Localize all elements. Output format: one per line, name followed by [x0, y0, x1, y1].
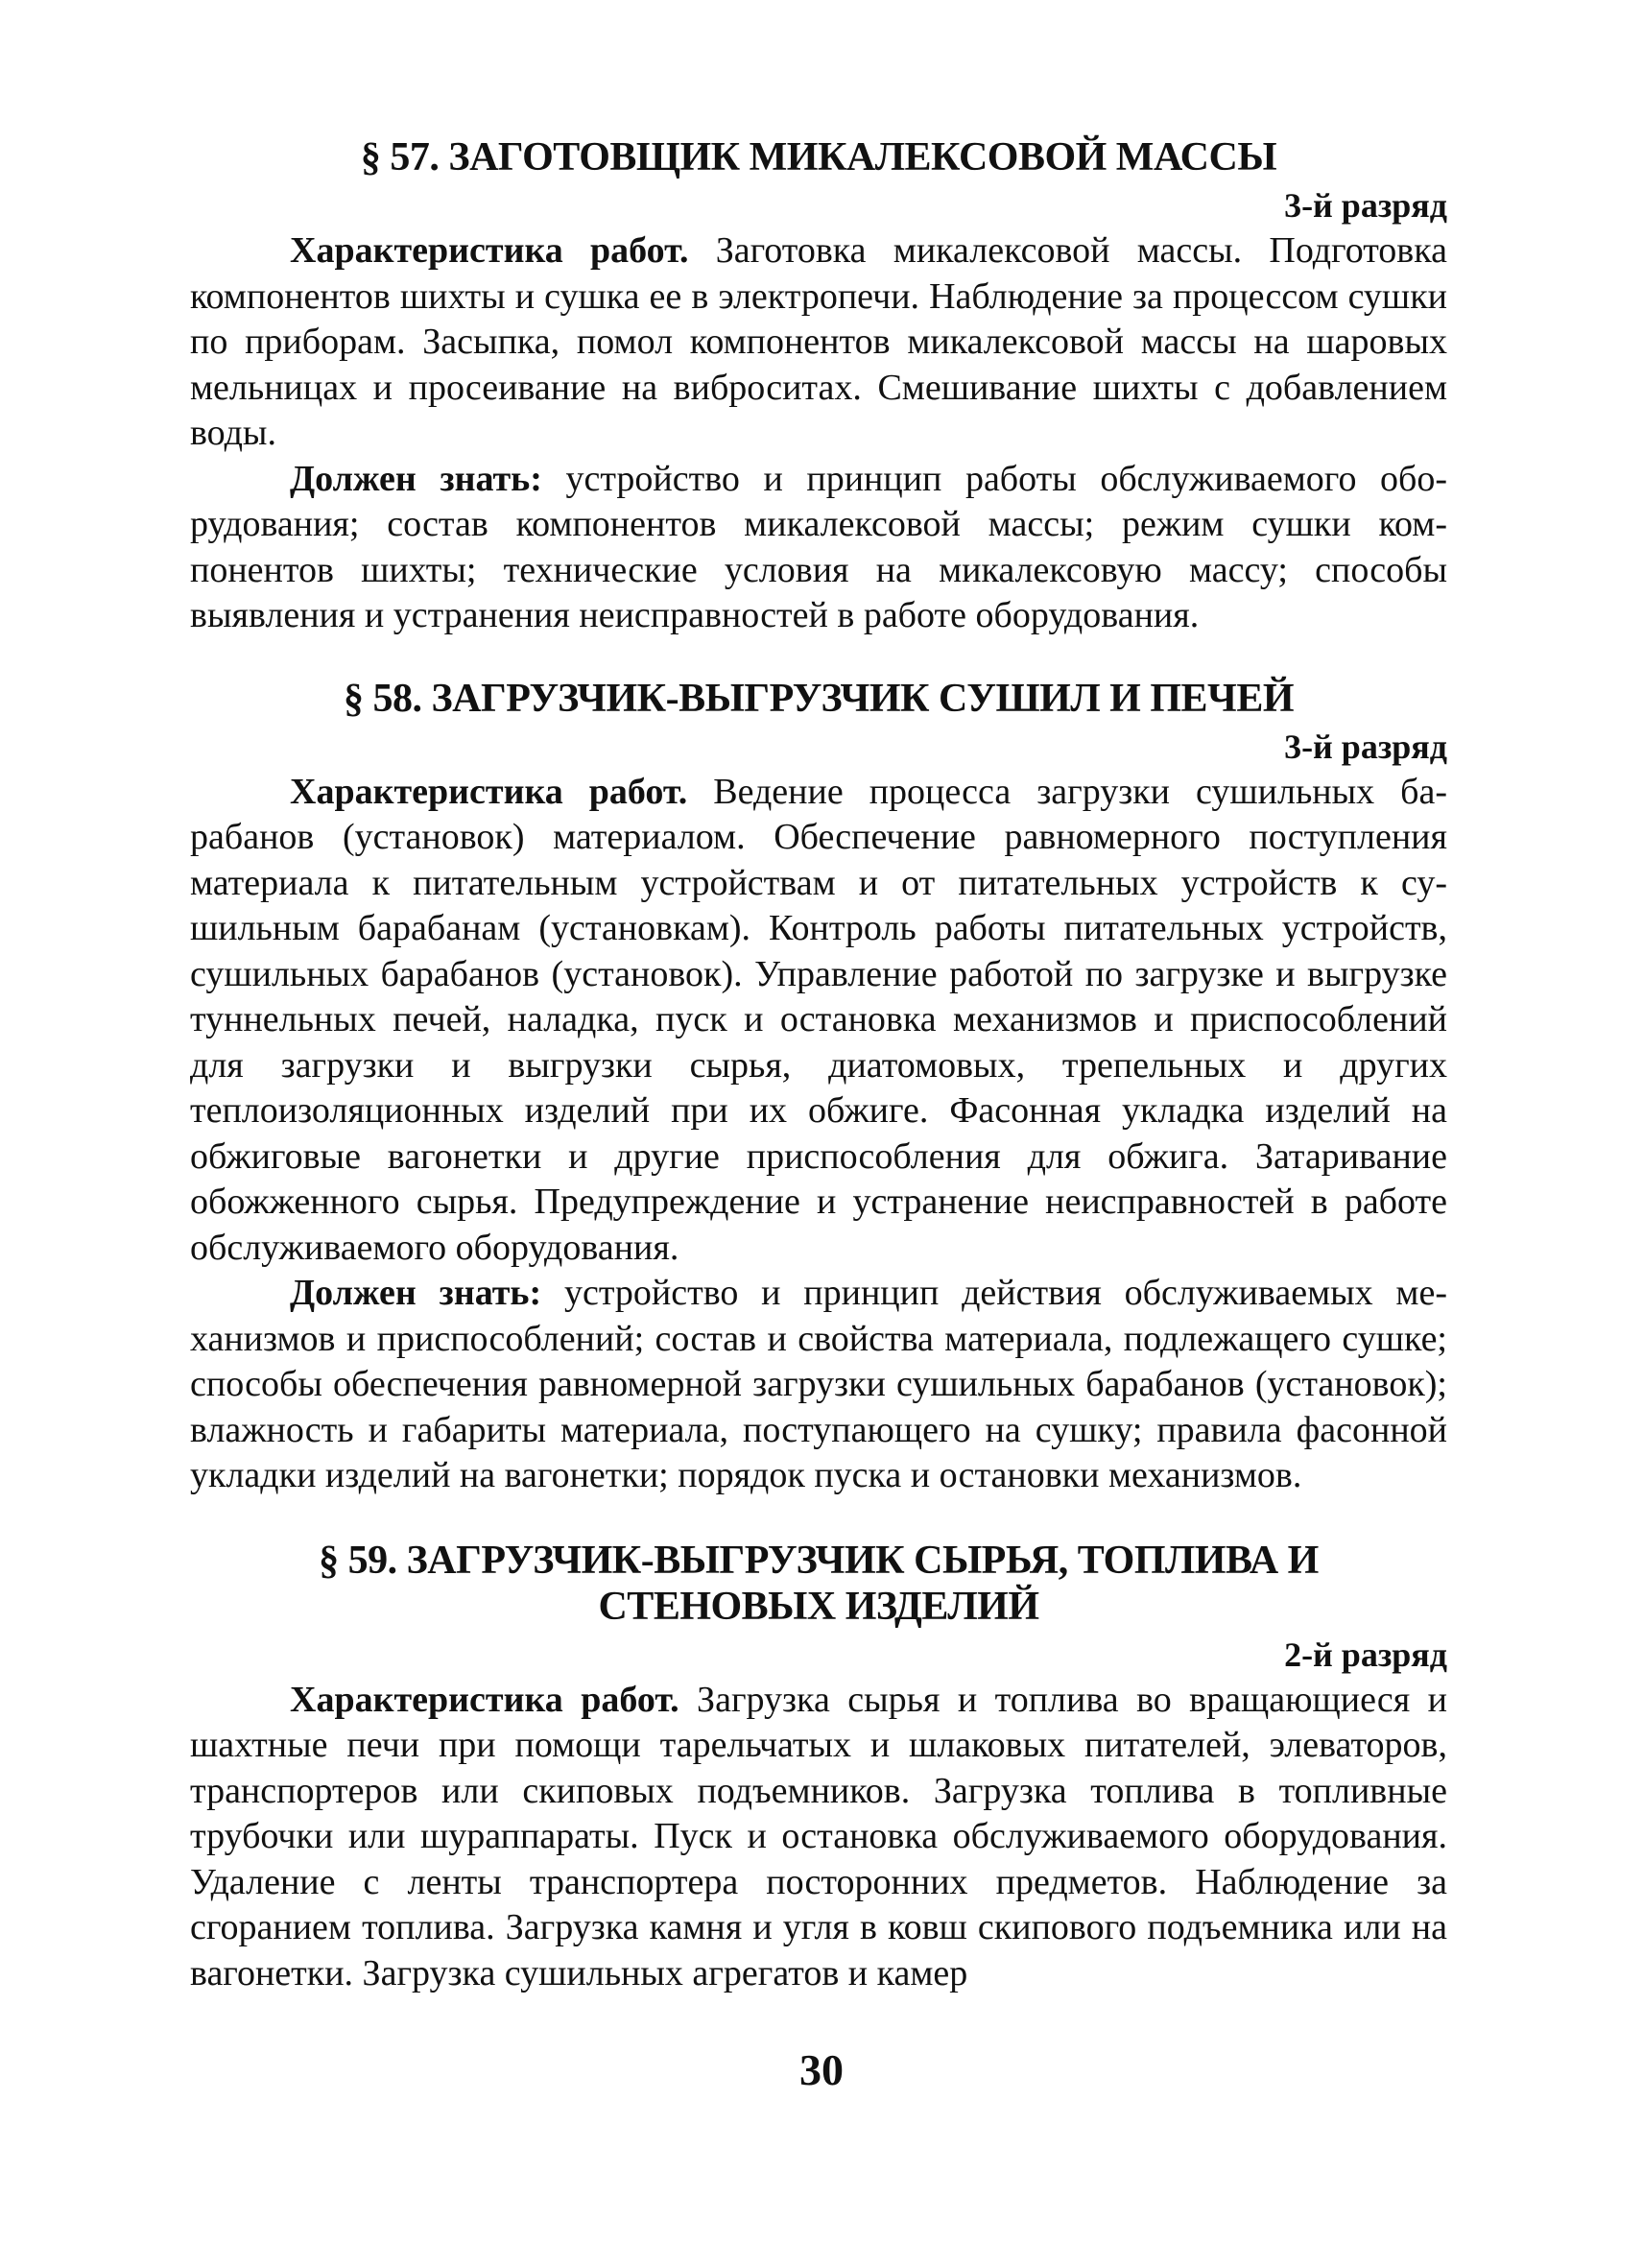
work-characteristics-lead: Характеристика работ.	[290, 230, 689, 271]
grade-label: 3-й разряд	[1284, 727, 1447, 766]
work-characteristics-text: Заготовка микалексовой массы. Подготовка компонентов шихты и сушка ее в электропечи. Наблюдение за процессом сушки по приборам. Засыпка, помол компонентов микалексовой массы на шаровых мельницах и просеивание на виброситах. Смешивание шихты с добавлением воды.	[190, 230, 1447, 453]
work-characteristics-lead: Характеристика работ.	[290, 1679, 679, 1720]
must-know-paragraph	[190, 457, 1447, 639]
section-title-line-2: СТЕНОВЫХ ИЗДЕЛИЙ	[598, 1584, 1039, 1629]
section-57	[190, 134, 1447, 639]
must-know-lead: Должен знать:	[290, 458, 542, 499]
grade-label: 2-й разряд	[1284, 1635, 1447, 1674]
document-page	[190, 134, 1447, 1996]
section-59	[190, 1538, 1447, 1997]
section-title: § 57. ЗАГОТОВЩИК МИКАЛЕКСОВОЙ МАССЫ	[360, 135, 1277, 179]
work-characteristics-paragraph	[190, 1678, 1447, 1997]
grade-label: 3-й разряд	[1284, 186, 1447, 225]
section-title	[190, 1538, 1447, 1630]
page-number: 30	[799, 2045, 844, 2094]
work-characteristics-lead: Характеристика работ.	[290, 771, 688, 812]
work-characteristics-paragraph	[190, 770, 1447, 1272]
must-know-text: устройство и принцип действия обслуживаемых механизмов и приспособлений; состав и свойства материала, подлежащего сушке; способы обеспечения равномерной загрузки сушильных барабанов (установок); влажность и габариты материала, поступающего на сушку; правила фасонной укладки изделий на вагонетки; порядок пуска и остановки механизмов.	[190, 1273, 1448, 1495]
must-know-lead: Должен знать:	[290, 1273, 542, 1313]
section-58	[190, 676, 1447, 1499]
section-title: § 58. ЗАГРУЗЧИК-ВЫГРУЗЧИК СУШИЛ И ПЕЧЕЙ	[343, 676, 1295, 721]
must-know-paragraph	[190, 1271, 1447, 1499]
must-know-text: устройство и принцип работы обслуживаемого оборудования; состав компонентов микалексовой массы; режим сушки компонентов шихты; технические условия на микалексовую массу; способы выявления и устранения неисправностей в работе оборудования.	[190, 458, 1447, 635]
work-characteristics-text: Загрузка сырья и топлива во вращающиеся и шахтные печи при помощи тарельчатых и шлаковых питателей, элеваторов, транспортеров или скиповых подъемников. Загрузка топлива в топливные трубочки или шураппараты. Пуск и остановка обслуживаемого оборудования. Удаление с ленты транспортера посторонних предметов. Наблюдение за сгоранием топлива. Загрузка камня и угля в ковш скипового подъемника или на вагонетки. Загрузка сушильных агрегатов и камер	[190, 1679, 1447, 1993]
section-title-line-1: § 59. ЗАГРУЗЧИК-ВЫГРУЗЧИК СЫРЬЯ, ТОПЛИВА И	[319, 1538, 1319, 1583]
work-characteristics-paragraph	[190, 228, 1447, 457]
work-characteristics-text: Ведение процесса загрузки сушильных барабанов (установок) материалом. Обеспечение равномерного поступления материала к питательным устройствам и от питательных устройств к сушильным барабанам (установкам). Контроль работы питательных устройств, сушильных барабанов (установок). Управление работой по загрузке и выгрузке туннельных печей, наладка, пуск и остановка механизмов и приспособлений для загрузки и выгрузки сырья, диатомовых, трепельных и других теплоизоляционных изделий при их обжиге. Фасонная укладка изделий на обжиговые вагонетки и другие приспособления для обжига. Затаривание обожженного сырья. Предупреждение и устранение неисправностей в работе обслуживаемого оборудования.	[190, 771, 1448, 1268]
